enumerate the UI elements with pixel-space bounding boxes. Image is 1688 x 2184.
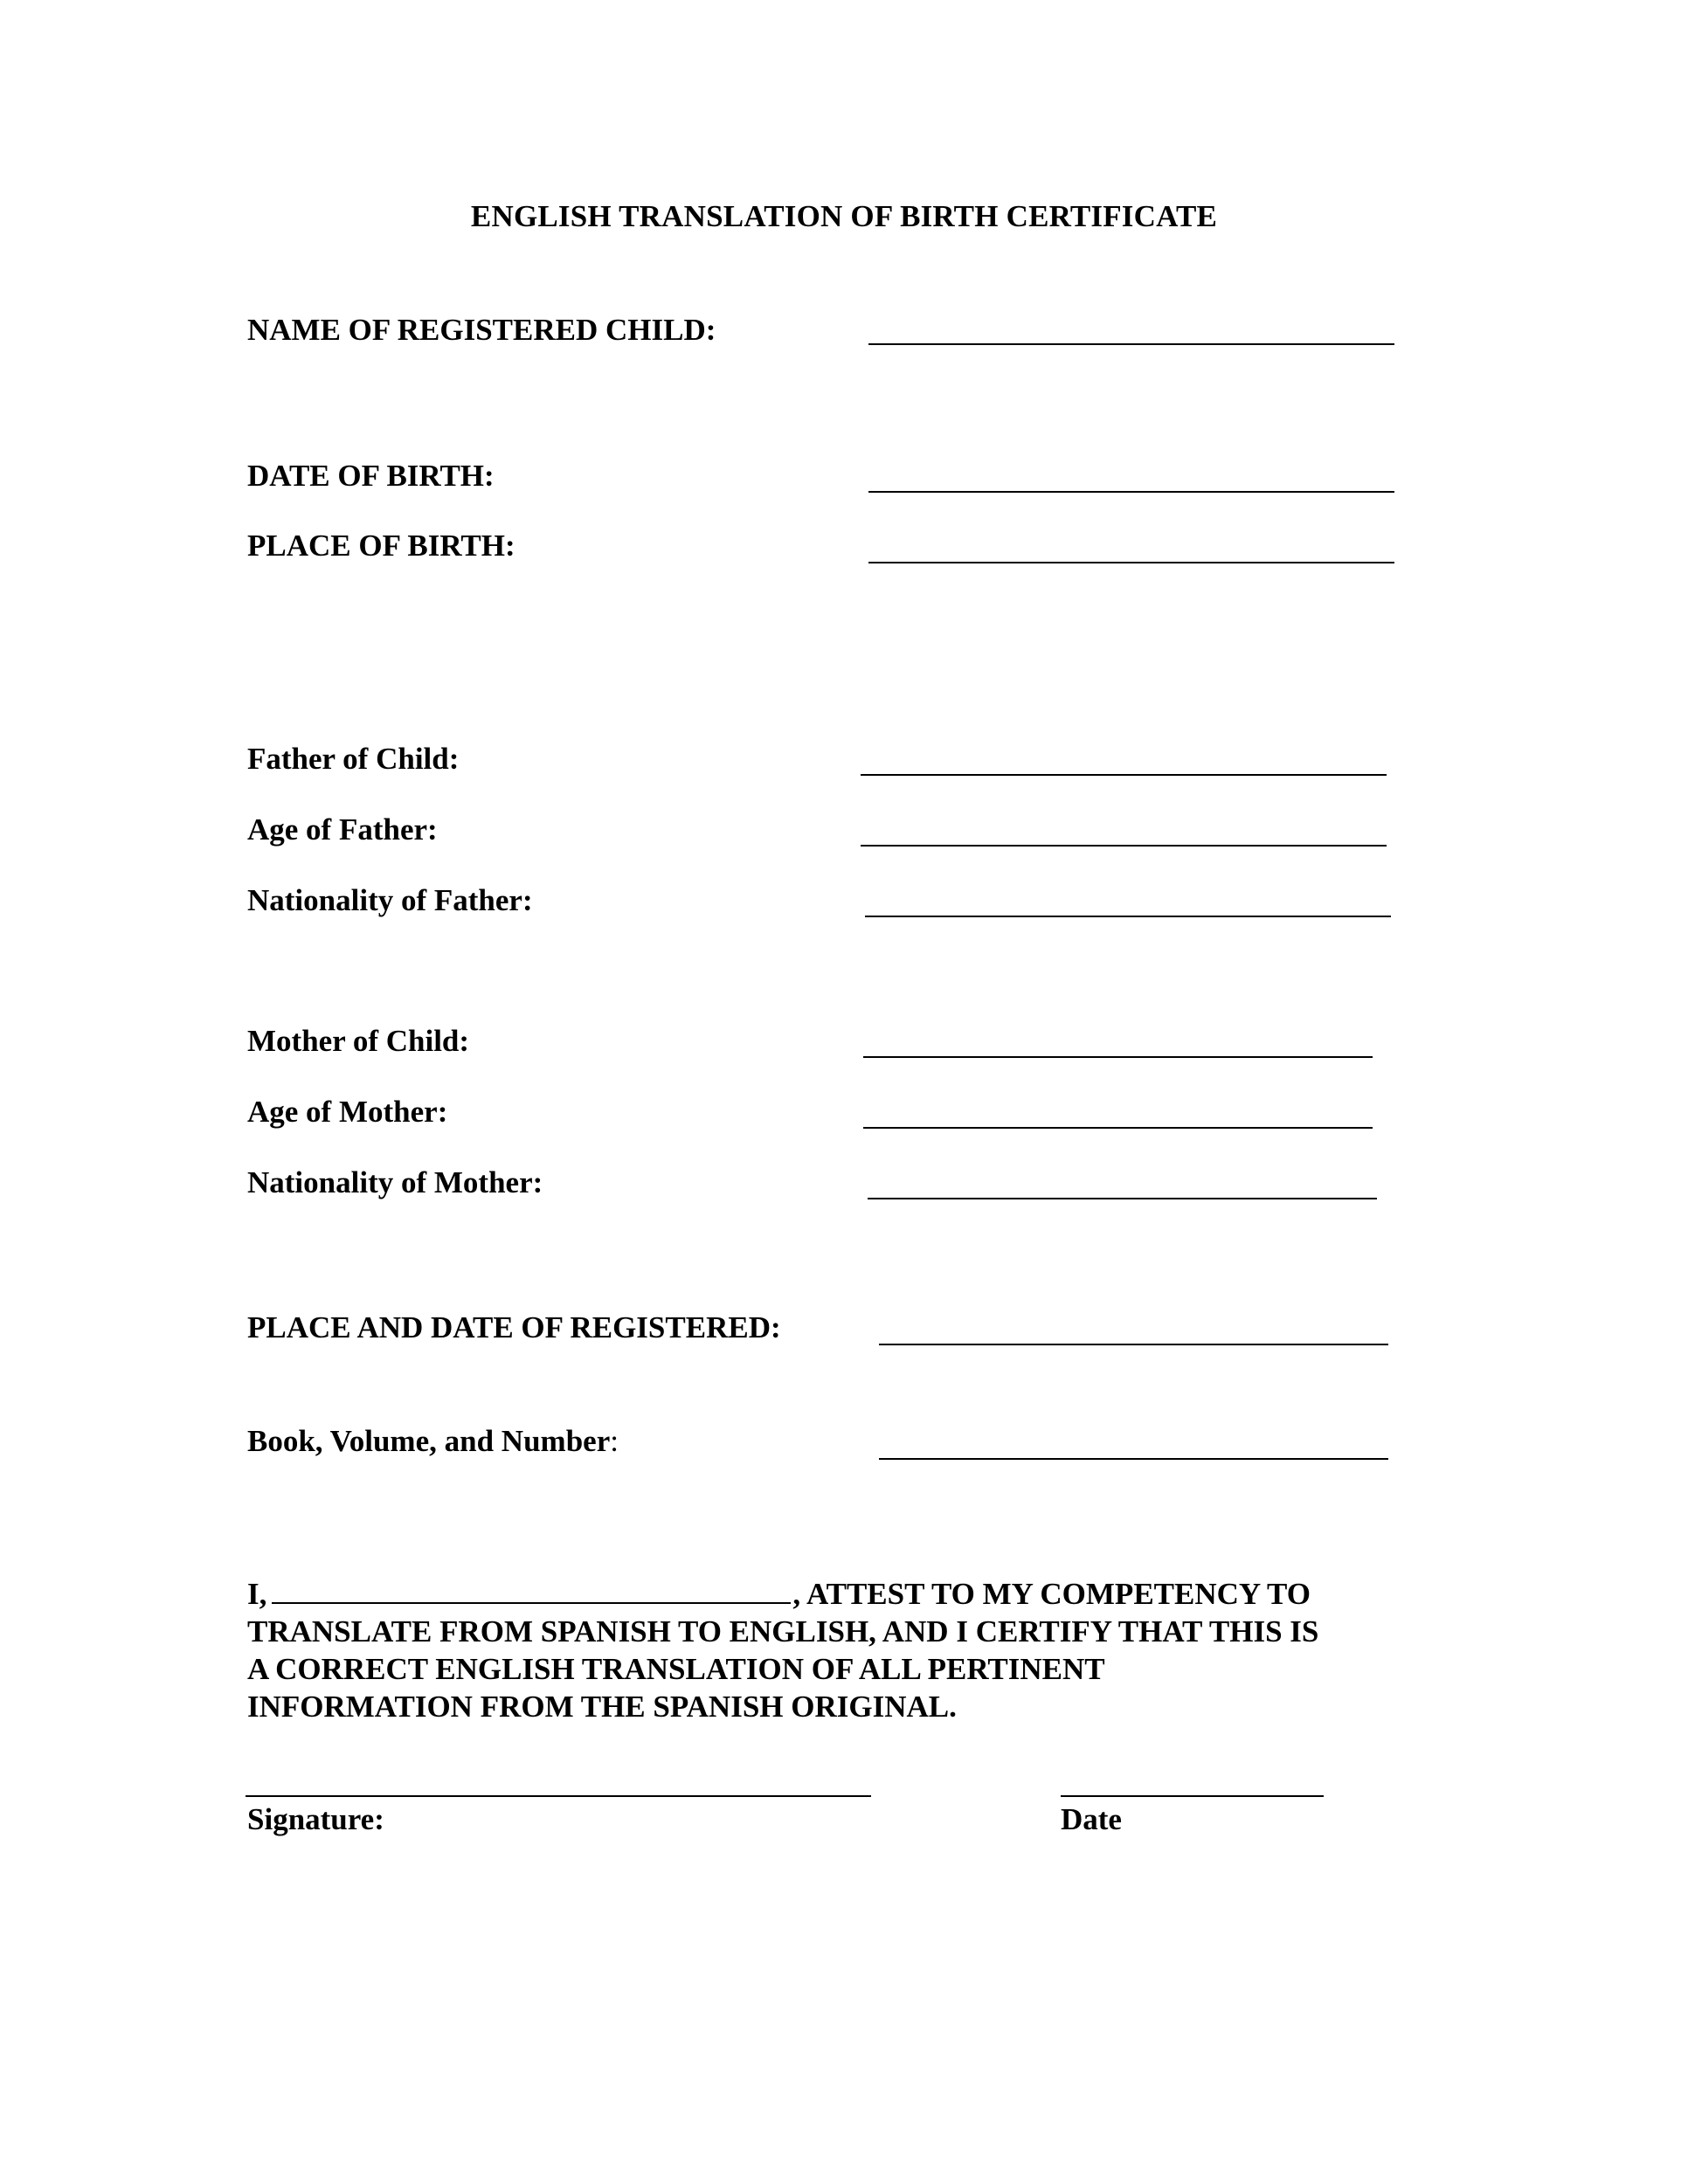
book-volume-number-label [247, 1424, 619, 1459]
translator-name-blank[interactable] [272, 1574, 791, 1604]
attestation-paragraph [247, 1574, 1470, 1725]
book-volume-number-blank[interactable] [879, 1458, 1388, 1460]
signature-label: Signature: [247, 1802, 384, 1836]
nationality-of-mother-blank[interactable] [868, 1198, 1377, 1199]
document-title: ENGLISH TRANSLATION OF BIRTH CERTIFICATE [470, 199, 1218, 233]
date-blank[interactable] [1061, 1795, 1324, 1797]
signature-blank[interactable] [246, 1795, 871, 1797]
age-of-father-label: Age of Father: [247, 812, 438, 847]
attestation-line-3: A CORRECT ENGLISH TRANSLATION OF ALL PERTINENT [247, 1652, 1105, 1686]
place-of-birth-label: PLACE OF BIRTH: [247, 529, 515, 563]
child-name-label: NAME OF REGISTERED CHILD: [247, 313, 716, 347]
place-date-registered-blank[interactable] [879, 1344, 1388, 1345]
nationality-of-father-label: Nationality of Father: [247, 883, 533, 917]
age-of-father-blank[interactable] [861, 845, 1387, 847]
mother-of-child-blank[interactable] [863, 1056, 1373, 1058]
nationality-of-father-blank[interactable] [865, 916, 1391, 917]
attestation-prefix: I, [247, 1577, 267, 1611]
date-label: Date [1061, 1802, 1122, 1836]
father-of-child-blank[interactable] [861, 774, 1387, 776]
date-of-birth-blank[interactable] [868, 491, 1394, 493]
mother-of-child-label: Mother of Child: [247, 1024, 470, 1058]
place-of-birth-blank[interactable] [868, 562, 1394, 563]
age-of-mother-blank[interactable] [863, 1127, 1373, 1129]
age-of-mother-label: Age of Mother: [247, 1095, 448, 1129]
attestation-line-4: INFORMATION FROM THE SPANISH ORIGINAL. [247, 1690, 957, 1724]
child-name-blank[interactable] [868, 343, 1394, 345]
place-date-registered-label: PLACE AND DATE OF REGISTERED: [247, 1310, 781, 1344]
book-volume-number-colon: : [610, 1424, 619, 1458]
attestation-line-1-suffix: , ATTEST TO MY COMPETENCY TO [792, 1577, 1311, 1611]
book-volume-number-text: Book, Volume, and Number [247, 1424, 611, 1458]
father-of-child-label: Father of Child: [247, 742, 460, 776]
attestation-line-1 [247, 1574, 1470, 1613]
date-of-birth-label: DATE OF BIRTH: [247, 459, 495, 493]
attestation-line-2: TRANSLATE FROM SPANISH TO ENGLISH, AND I CERTIFY THAT THIS IS [247, 1614, 1319, 1648]
nationality-of-mother-label: Nationality of Mother: [247, 1165, 543, 1199]
